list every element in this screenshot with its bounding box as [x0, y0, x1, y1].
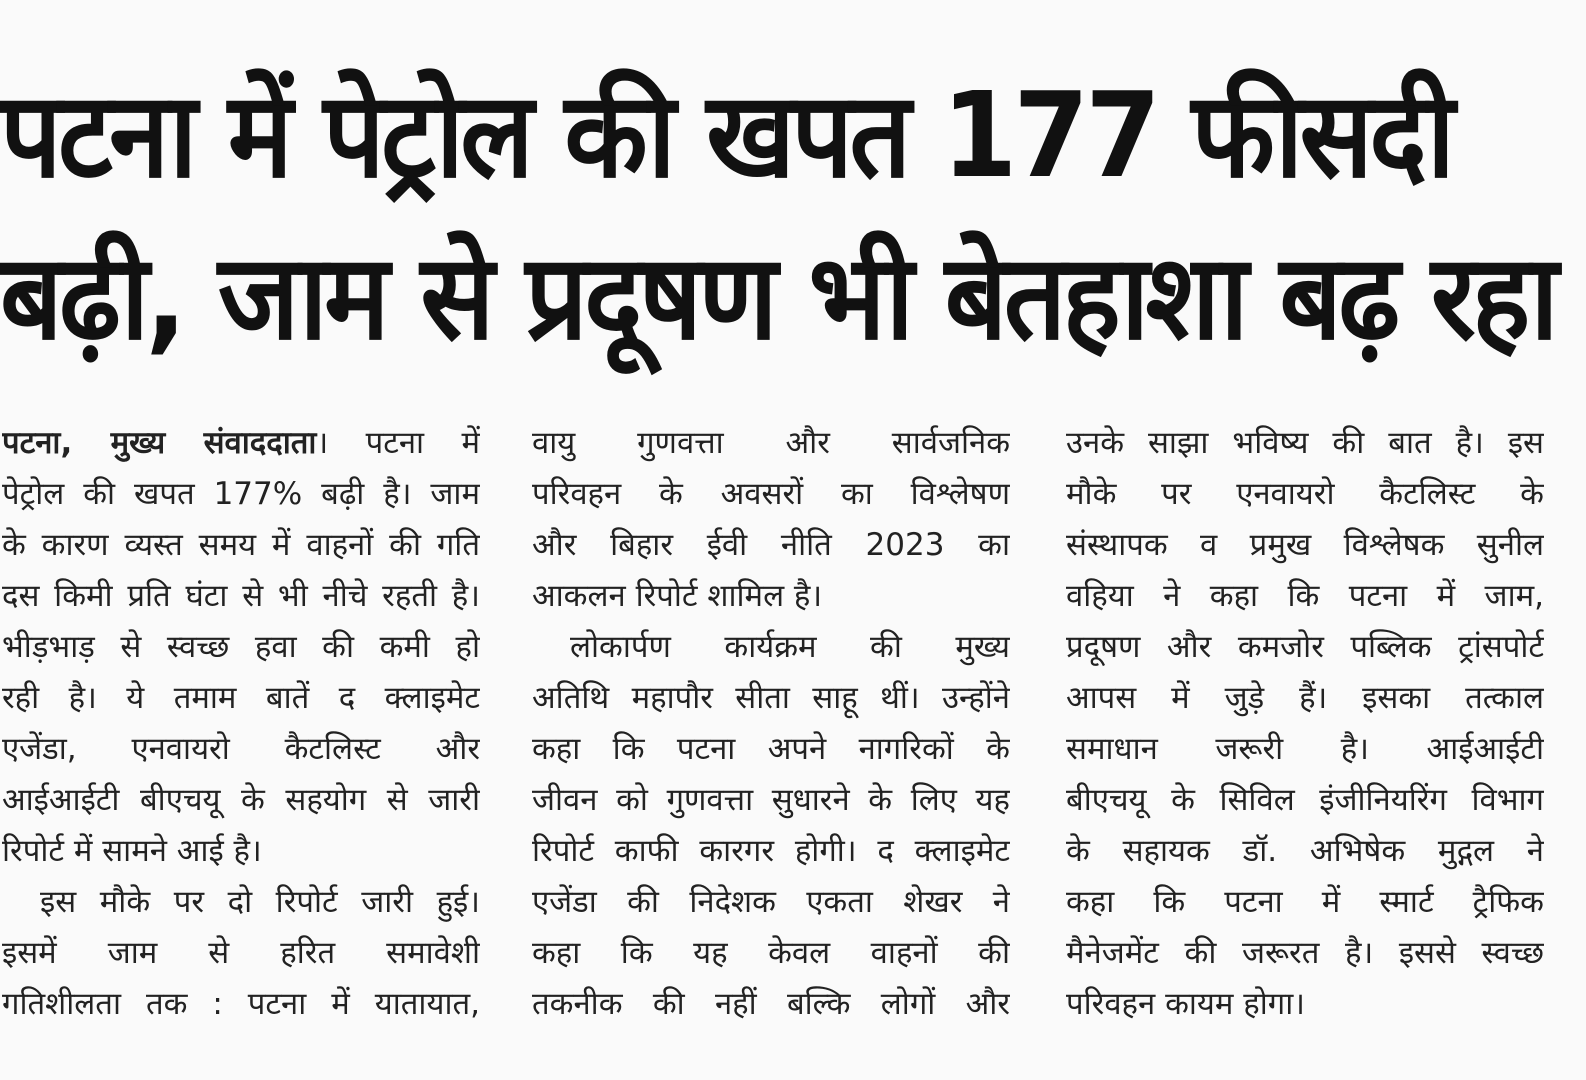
article-column-3: [1066, 418, 1544, 1030]
article-line: परिवहन के अवसरों का विश्लेषण: [532, 476, 1010, 512]
article-line: पेट्रोल की खपत 177% बढ़ी है। जाम: [2, 476, 480, 512]
dateline: पटना, मुख्य संवाददाता: [2, 425, 317, 461]
article-line-text: । पटना में: [316, 425, 480, 461]
article-line: प्रदूषण और कमजोर पब्लिक ट्रांसपोर्ट: [1066, 629, 1544, 665]
article-line: उनके साझा भविष्य की बात है। इस: [1066, 425, 1544, 461]
article-line: के सहायक डॉ. अभिषेक मुद्गल ने: [1066, 833, 1544, 869]
article-line: वहिया ने कहा कि पटना में जाम,: [1066, 578, 1544, 614]
article-line: मैनेजमेंट की जरूरत है। इससे स्वच्छ: [1066, 935, 1544, 971]
article-line: रही है। ये तमाम बातें द क्लाइमेट: [2, 680, 480, 716]
headline-line-1: पटना में पेट्रोल की खपत 177 फीसदी: [0, 66, 1452, 204]
article-line: वायु गुणवत्ता और सार्वजनिक: [532, 425, 1010, 461]
clipped-previous-text: [700, 0, 1200, 9]
article-line: भीड़भाड़ से स्वच्छ हवा की कमी हो: [2, 629, 480, 665]
article-line: तकनीक की नहीं बल्कि लोगों और: [532, 986, 1010, 1022]
article-line: इस मौके पर दो रिपोर्ट जारी हुई।: [40, 884, 480, 920]
article-line: दस किमी प्रति घंटा से भी नीचे रहती है।: [2, 578, 480, 614]
headline-line-2: बढ़ी, जाम से प्रदूषण भी बेतहाशा बढ़ रहा: [0, 228, 1555, 366]
article-line: रिपोर्ट काफी कारगर होगी। द क्लाइमेट: [532, 833, 1010, 869]
article-line: एजेंडा की निदेशक एकता शेखर ने: [532, 884, 1010, 920]
article-line: और बिहार ईवी नीति 2023 का: [532, 527, 1010, 563]
article-line: जीवन को गुणवत्ता सुधारने के लिए यह: [532, 782, 1010, 818]
article-line: कहा कि पटना में स्मार्ट ट्रैफिक: [1066, 884, 1544, 920]
article-line: गतिशीलता तक : पटना में यातायात,: [2, 986, 480, 1022]
article-line: एजेंडा, एनवायरो कैटलिस्ट और: [2, 731, 480, 767]
article-line: समाधान जरूरी है। आईआईटी: [1066, 731, 1544, 767]
article-line: कहा कि पटना अपने नागरिकों के: [532, 731, 1010, 767]
article-line: आपस में जुड़े हैं। इसका तत्काल: [1066, 680, 1544, 716]
article-line: लोकार्पण कार्यक्रम की मुख्य: [570, 629, 1010, 665]
article-line: इसमें जाम से हरित समावेशी: [2, 935, 480, 971]
article-line: [2, 418, 480, 469]
article-line: आईआईटी बीएचयू के सहयोग से जारी: [2, 782, 480, 818]
article-line: मौके पर एनवायरो कैटलिस्ट के: [1066, 476, 1544, 512]
article-column-1: [2, 418, 480, 1030]
article-line: रिपोर्ट में सामने आई है।: [2, 833, 262, 869]
article-column-2: [532, 418, 1010, 1030]
article-line: संस्थापक व प्रमुख विश्लेषक सुनील: [1066, 527, 1544, 563]
article-line: आकलन रिपोर्ट शामिल है।: [532, 578, 823, 614]
article-line: कहा कि यह केवल वाहनों की: [532, 935, 1010, 971]
article-line: के कारण व्यस्त समय में वाहनों की गति: [2, 527, 480, 563]
article-line: बीएचयू के सिविल इंजीनियरिंग विभाग: [1066, 782, 1544, 818]
article-line: परिवहन कायम होगा।: [1066, 986, 1306, 1022]
article-line: अतिथि महापौर सीता साहू थीं। उन्होंने: [532, 680, 1010, 716]
